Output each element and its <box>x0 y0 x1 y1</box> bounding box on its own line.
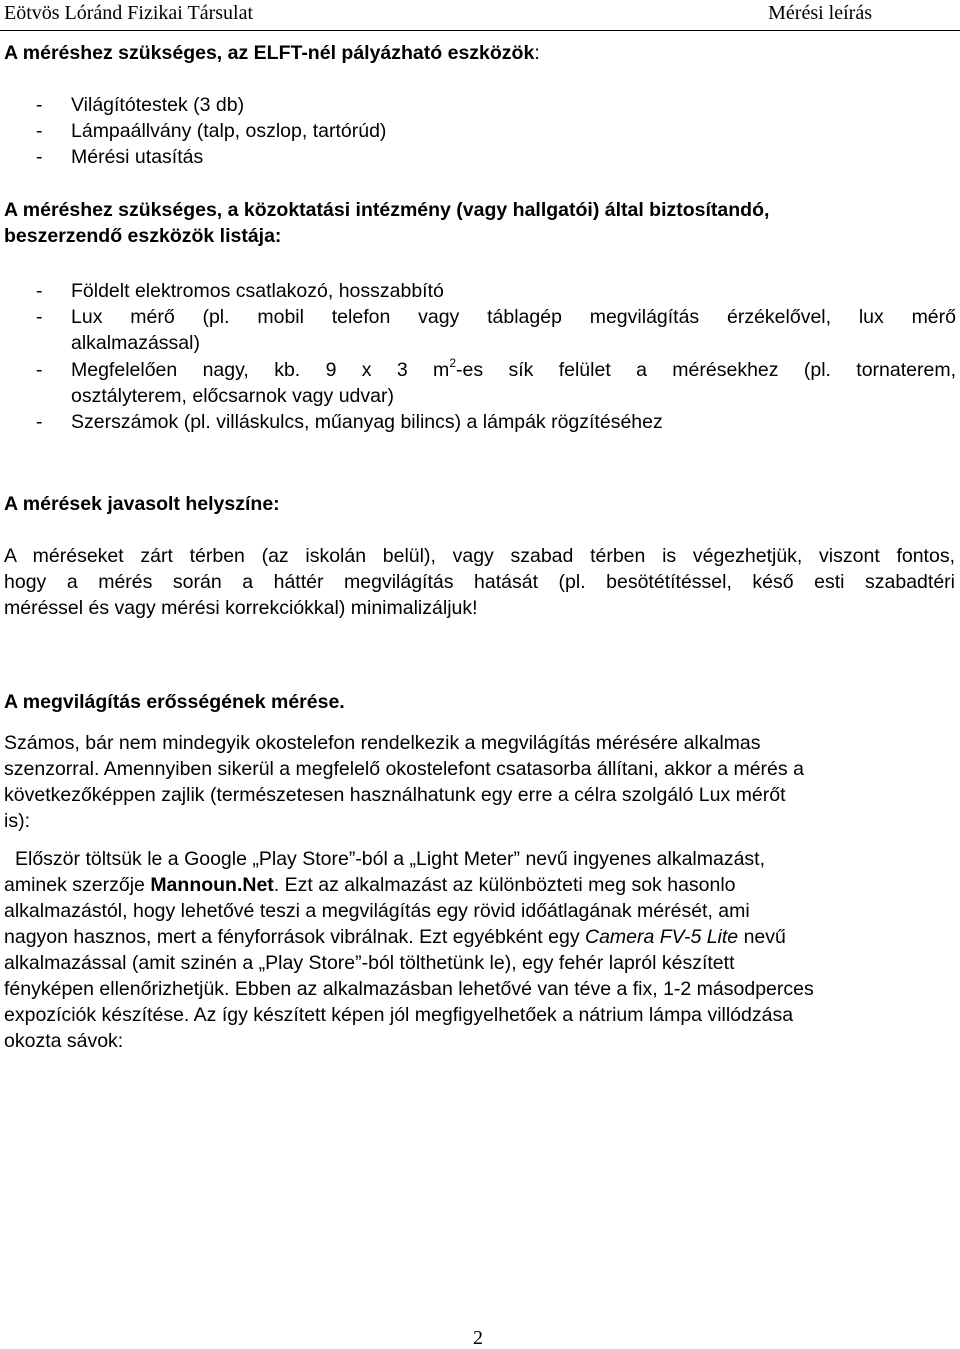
list-item-continuation: osztályterem, előcsarnok vagy udvar) <box>71 385 394 407</box>
paragraph-line: aminek szerzője Mannoun.Net. Ezt az alkalmazást az különbözteti meg sok hasonlo <box>4 874 736 896</box>
paragraph-line: alkalmazástól, hogy lehetővé teszi a megvilágítás egy rövid időátlagának mérését, ami <box>4 900 750 922</box>
paragraph-line: A méréseket zárt térben (az iskolán belül), vagy szabad térben is végezhetjük, viszont fontos, <box>4 545 955 567</box>
header-document-type: Mérési leírás <box>768 2 872 24</box>
section-heading-school-equipment: A méréshez szükséges, a közoktatási intézmény (vagy hallgatói) által biztosítandó, <box>4 199 770 221</box>
bullet-dash: - <box>36 280 43 302</box>
app-name: Camera FV-5 Lite <box>584 926 739 948</box>
list-item: Lámpaállvány (talp, oszlop, tartórúd) <box>71 120 387 142</box>
paragraph-line: fényképen ellenőrizhetjük. Ebben az alkalmazásban lehetővé van téve a fix, 1-2 másodperces <box>4 978 814 1000</box>
list-item: Lux mérő (pl. mobil telefon vagy táblagép megvilágítás érzékelővel, lux mérő <box>71 306 956 328</box>
superscript: 2 <box>449 356 456 370</box>
section-heading-elft-equipment: A méréshez szükséges, az ELFT-nél pályázható eszközök: <box>4 42 540 64</box>
paragraph-line: Számos, bár nem mindegyik okostelefon rendelkezik a megvilágítás mérésére alkalmas <box>4 732 761 754</box>
paragraph-line: expozíciók készítése. Az így készített képen jól megfigyelhetőek a nátrium lámpa villódzása <box>4 1004 794 1026</box>
section-heading-school-equipment-cont: beszerzendő eszközök listája: <box>4 225 282 247</box>
bullet-dash: - <box>36 411 43 433</box>
header-organization: Eötvös Lóránd Fizikai Társulat <box>4 2 254 24</box>
list-item: Mérési utasítás <box>71 146 204 168</box>
paragraph-line: méréssel és vagy mérési korrekciókkal) minimalizáljuk! <box>4 597 478 619</box>
bullet-dash: - <box>36 306 43 328</box>
paragraph-line: okozta sávok: <box>4 1030 124 1052</box>
bullet-dash: - <box>36 120 43 142</box>
paragraph-line: szenzorral. Amennyiben sikerül a megfelelő okostelefont csatasorba állítani, akkor a mérés a <box>4 758 804 780</box>
paragraph-line: Először töltsük le a Google „Play Store”-ból a „Light Meter” nevű ingyenes alkalmazást, <box>15 848 766 870</box>
section-heading-location: A mérések javasolt helyszíne: <box>4 493 280 515</box>
bullet-dash: - <box>36 94 43 116</box>
list-item-continuation: alkalmazással) <box>71 332 200 354</box>
paragraph-line: nagyon hasznos, mert a fényforrások vibrálnak. Ezt egyébként egy Camera FV-5 Lite nevű <box>4 926 786 948</box>
bullet-dash: - <box>36 359 43 381</box>
list-item: Földelt elektromos csatlakozó, hosszabbító <box>71 280 444 302</box>
paragraph-line: következőképpen zajlik (természetesen használhatunk egy erre a célra szolgáló Lux mérőt <box>4 784 786 806</box>
list-item: Megfelelően nagy, kb. 9 x 3 $m^2-es$ sík felület a mérésekhez (pl. tornaterem, <box>71 356 957 381</box>
paragraph-line: hogy a mérés során a háttér megvilágítás hatását (pl. besötétítéssel, késő esti szabadtéri <box>4 571 955 593</box>
page-number: 2 <box>473 1327 483 1349</box>
app-author: Mannoun.Net <box>150 874 274 896</box>
header-divider <box>0 30 960 31</box>
paragraph-line: is): <box>4 810 30 832</box>
bullet-dash: - <box>36 146 43 168</box>
list-item: Világítótestek (3 db) <box>71 94 245 116</box>
paragraph-line: alkalmazással (amit szinén a „Play Store”-ból tölthetünk le), egy fehér lapról készített <box>4 952 735 974</box>
list-item: Szerszámok (pl. villáskulcs, műanyag bilincs) a lámpák rögzítéséhez <box>71 411 663 433</box>
section-heading-illuminance: A megvilágítás erősségének mérése. <box>4 691 345 713</box>
